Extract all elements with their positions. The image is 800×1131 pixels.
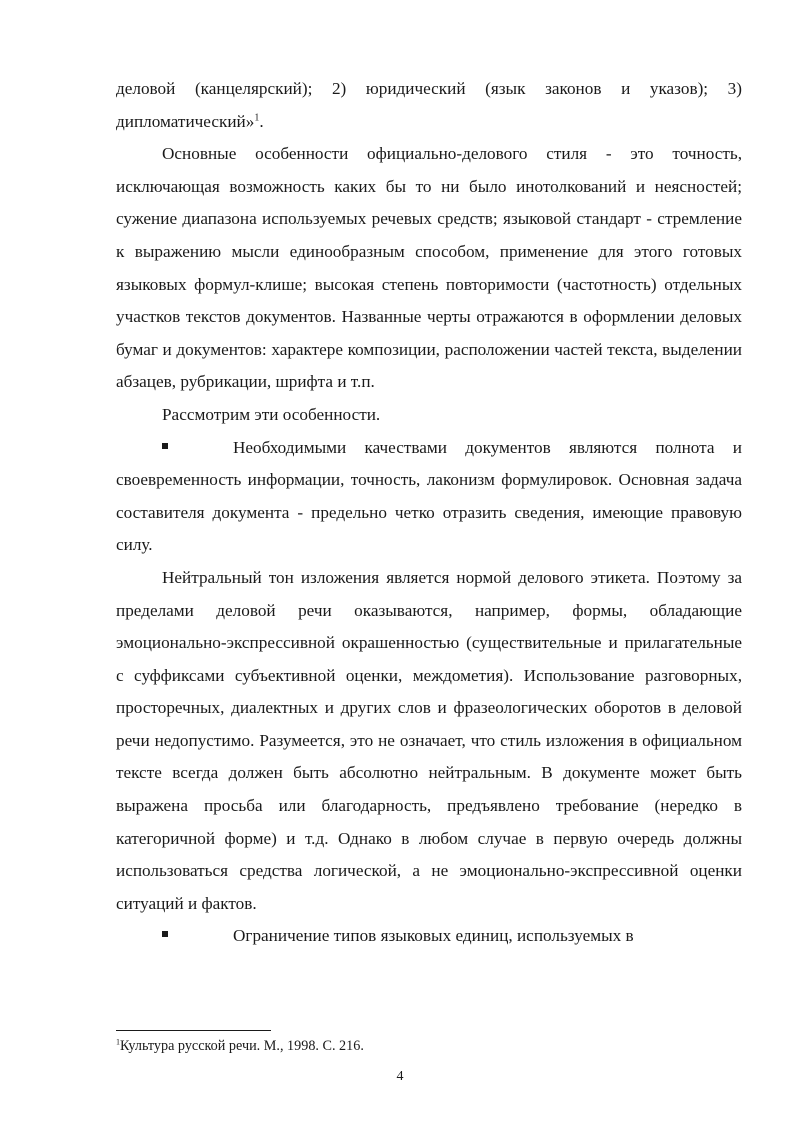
bullet-item-text: Ограничение типов языковых единиц, используемых в	[233, 926, 634, 946]
footnote-reference[interactable]: 1	[254, 111, 260, 123]
bullet-item-qualities	[116, 432, 742, 562]
bullet-square-icon	[162, 432, 233, 465]
page-number: 4	[396, 1069, 404, 1084]
bullet-item-text: Необходимыми качествами документов являются полнота и своевременность информации, точность, лаконизм формулировок. Основная задача составителя документа - предельно четко отразить сведения, имеющие правовую силу.	[116, 437, 742, 555]
body-text	[116, 73, 742, 953]
footnote-text: Культура русской речи. М., 1998. С. 216.	[120, 1038, 364, 1054]
paragraph-text-end: .	[259, 111, 264, 131]
footnote-separator	[116, 1030, 271, 1031]
paragraph-text: деловой (канцелярский); 2) юридический (язык законов и указов); 3) дипломатический»	[116, 79, 742, 131]
footnote-marker: 1	[116, 1037, 120, 1047]
paragraph-features: Основные особенности официально-делового стиля - это точность, исключающая возможность каких бы то ни было инотолкований и неясностей; сужение диапазона используемых речевых средств; языковой стандарт - стремление к выражению мысли единообразным способом, применение для этого готовых языковых формул-клише; высокая степень повторимости (частотность) отдельных участков текстов документов. Названные черты отражаются в оформлении деловых бумаг и документов: характере композиции, расположении частей текста, выделении абзацев, рубрикации, шрифта и т.п.	[116, 144, 742, 392]
bullet-item-limitation	[116, 920, 742, 953]
paragraph-continuation	[116, 73, 742, 138]
bullet-square-icon	[162, 920, 233, 953]
paragraph-consider: Рассмотрим эти особенности.	[162, 404, 381, 424]
paragraph-neutral-tone: Нейтральный тон изложения является нормой делового этикета. Поэтому за пределами деловой речи оказываются, например, формы, обладающие эмоционально-экспрессивной окрашенностью (существительные и прилагательные с суффиксами субъективной оценки, междометия). Использование разговорных, просторечных, диалектных и других слов и фразеологических оборотов в деловой речи недопустимо. Разумеется, это не означает, что стиль изложения в официальном тексте всегда должен быть абсолютно нейтральным. В документе может быть выражена просьба или благодарность, предъявлено требование (нередко в категоричной форме) и т.д. Однако в любом случае в первую очередь должны использоваться средства логической, а не эмоционально-экспрессивной оценки ситуаций и фактов.	[116, 567, 742, 913]
footnote	[116, 1037, 742, 1055]
